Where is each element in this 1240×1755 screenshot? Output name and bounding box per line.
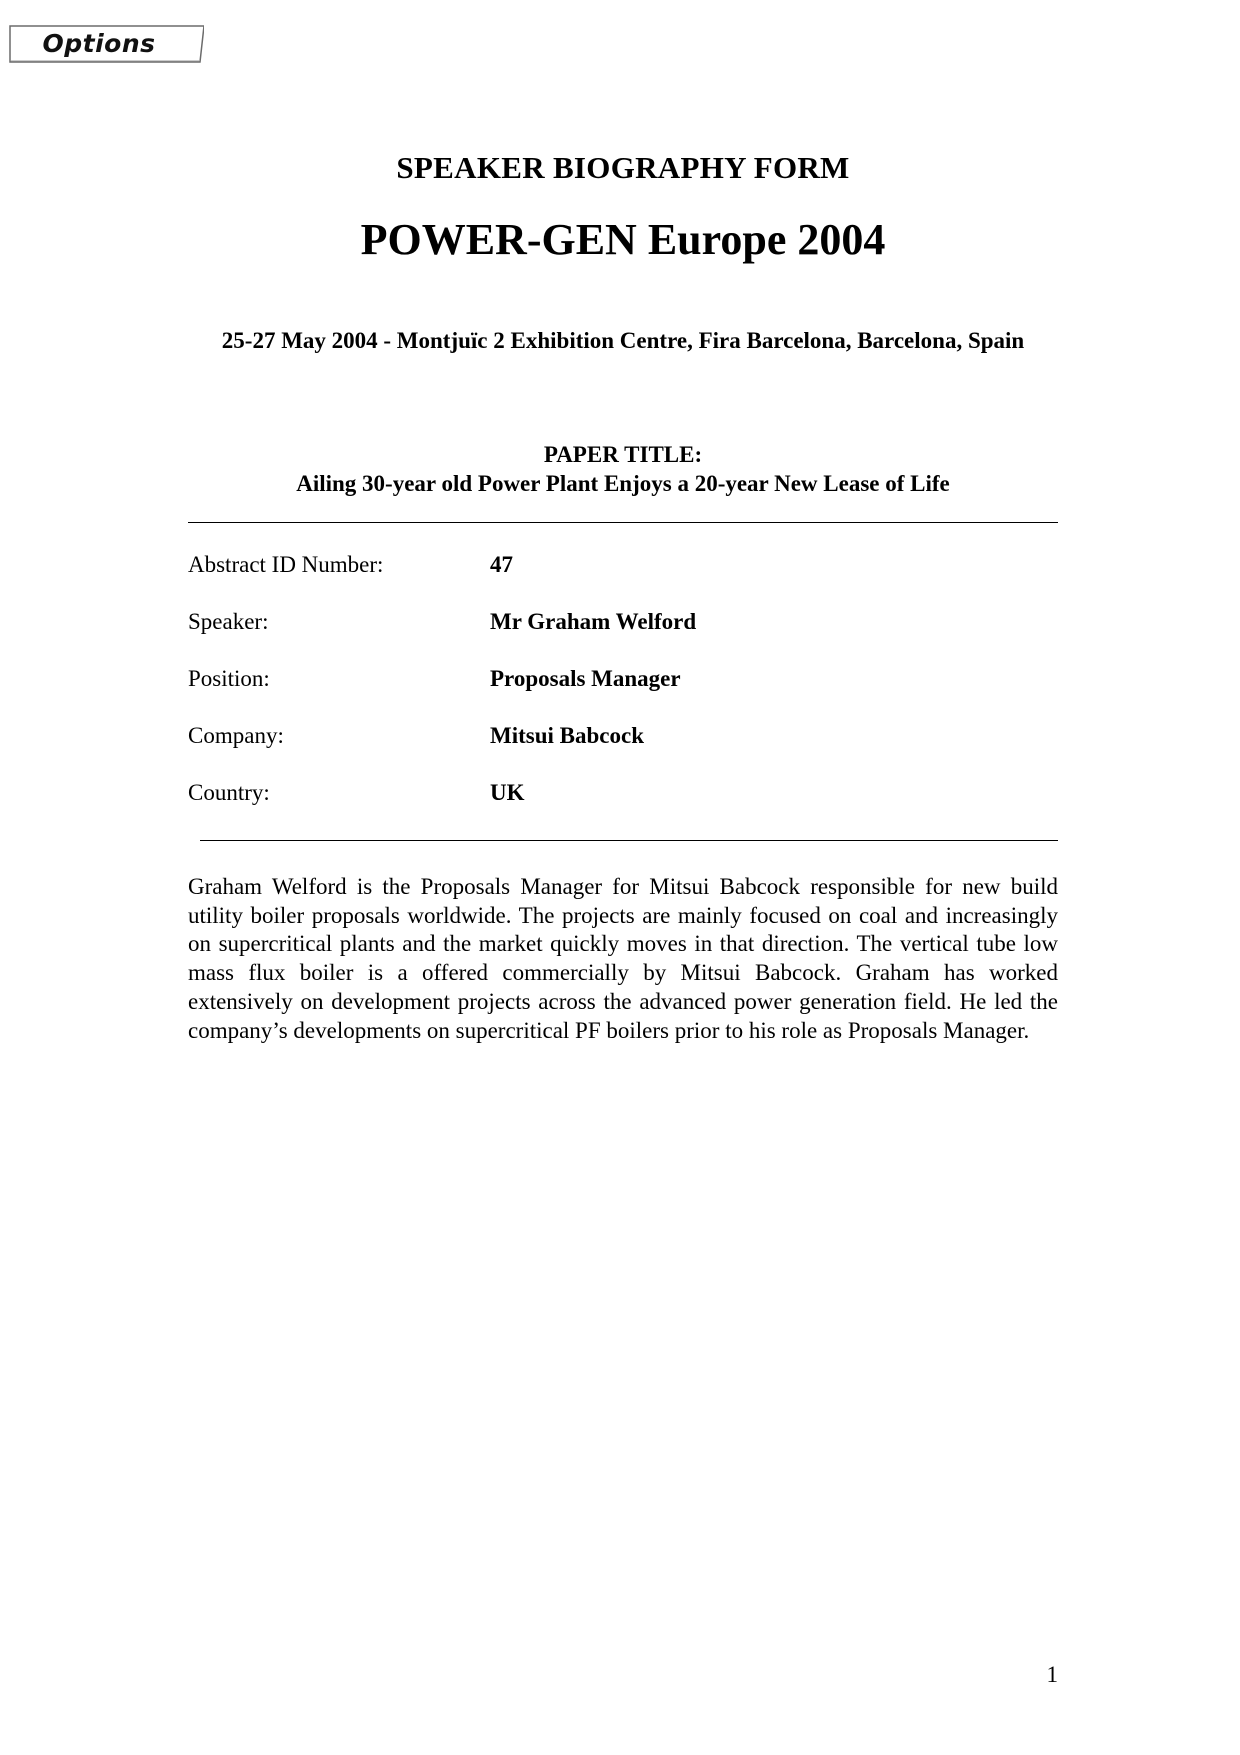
divider-top <box>188 522 1058 523</box>
field-row-company <box>188 721 1058 751</box>
field-label: Country: <box>188 780 270 805</box>
field-row-speaker <box>188 607 1058 637</box>
field-value: Mr Graham Welford <box>490 609 697 634</box>
field-label: Company: <box>188 723 284 748</box>
field-value: UK <box>490 780 525 805</box>
field-label: Position: <box>188 666 270 691</box>
divider-bottom <box>200 840 1058 841</box>
options-label: Options <box>42 29 156 58</box>
field-label: Speaker: <box>188 609 269 634</box>
event-title: POWER-GEN Europe 2004 <box>360 215 886 264</box>
paper-title-heading: PAPER TITLE: <box>543 442 703 467</box>
event-details: 25-27 May 2004 - Montjuïc 2 Exhibition Centre, Fira Barcelona, Barcelona, Spain <box>221 328 1025 353</box>
field-value: Mitsui Babcock <box>490 723 644 748</box>
field-label: Abstract ID Number: <box>188 552 384 577</box>
paper-title: Ailing 30-year old Power Plant Enjoys a 20-year New Lease of Life <box>296 471 950 496</box>
field-row-country <box>188 778 1058 808</box>
form-title: SPEAKER BIOGRAPHY FORM <box>396 150 850 185</box>
options-button[interactable] <box>8 24 204 64</box>
field-value: Proposals Manager <box>490 666 681 691</box>
page-number: 1 <box>1046 1662 1058 1687</box>
field-row-abstract-id <box>188 550 1058 580</box>
speaker-biography: Graham Welford is the Proposals Manager for Mitsui Babcock responsible for new build utility boiler proposals worldwide. The projects are mainly focused on coal and increasingly on supercritical plants and the market quickly moves in that direction. The vertical tube low mass flux boiler is a offered commercially by Mitsui Babcock. Graham has worked extensively on development projects across the advanced power generation field. He led the company’s developments on supercritical PF boilers prior to his role as Proposals Manager. <box>188 874 1058 1043</box>
field-value: 47 <box>490 552 513 577</box>
field-row-position <box>188 664 1058 694</box>
